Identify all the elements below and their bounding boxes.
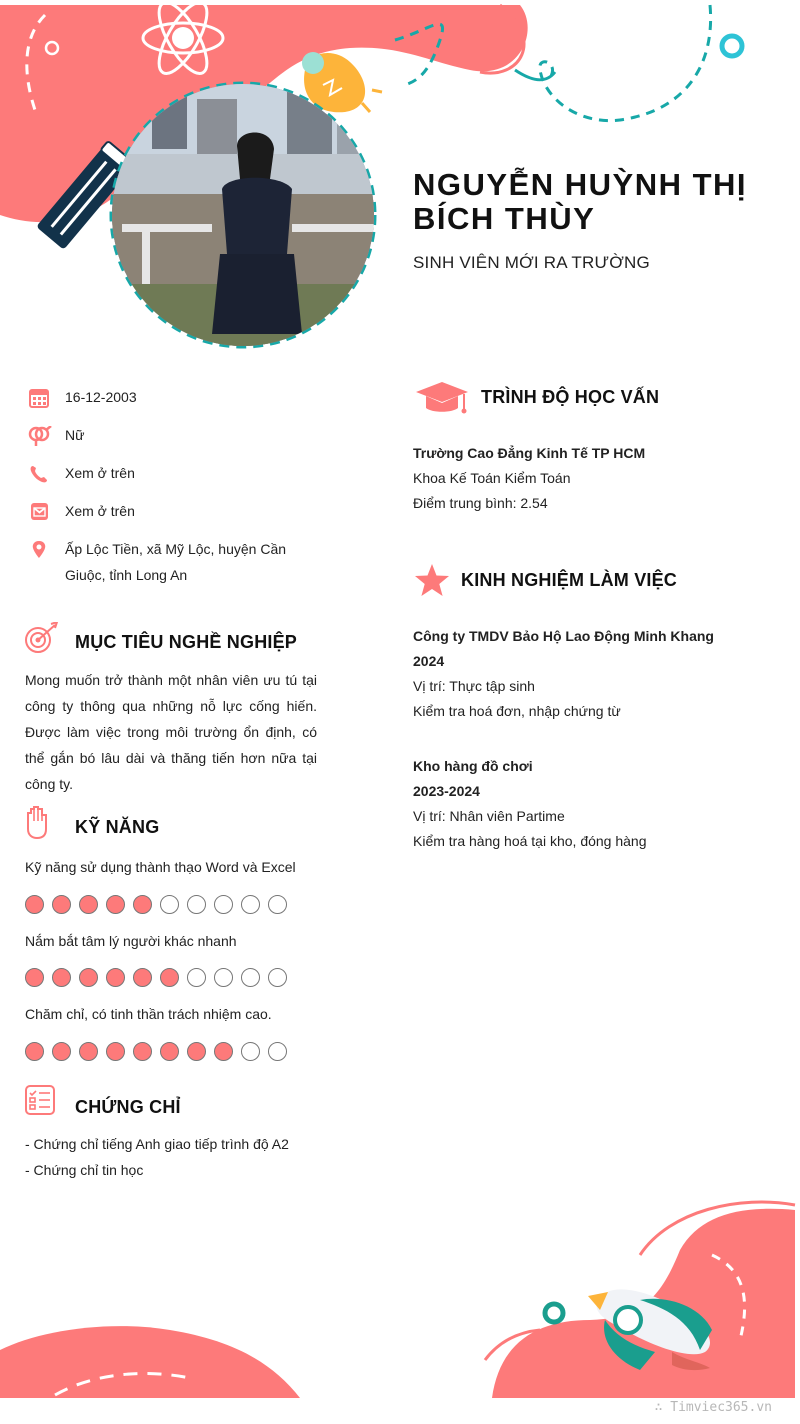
job-position: Vị trí: Thực tập sinh (413, 678, 535, 694)
address-row (25, 536, 315, 588)
watermark: ∴ Timviec365.vn (654, 1400, 772, 1415)
rating-dot-filled (79, 895, 98, 914)
objective-text: Mong muốn trở thành một nhân viên ưu tú tại công ty thông qua những nỗ lực cống hiến. Được làm việc trong môi trường ổn định, có thể gắn bó lâu dài và thăng tiến hơn nữa tại công ty. (25, 672, 317, 792)
email-icon (25, 502, 53, 522)
rating-dot-empty (187, 895, 206, 914)
rating-dot-filled (160, 1042, 179, 1061)
rating-dot-filled (52, 1042, 71, 1061)
skill-rating (25, 895, 287, 914)
skill-rating (25, 1042, 287, 1061)
phone-row (25, 460, 325, 486)
calendar-icon (25, 388, 53, 408)
rating-dot-filled (25, 1042, 44, 1061)
birthday-text: 16-12-2003 (65, 389, 137, 405)
rating-dot-filled (133, 1042, 152, 1061)
rating-dot-filled (160, 968, 179, 987)
rating-dot-filled (25, 968, 44, 987)
rating-dot-filled (25, 895, 44, 914)
certificates-title: CHỨNG CHỈ (75, 1097, 181, 1117)
rating-dot-filled (106, 1042, 125, 1061)
rating-dot-filled (79, 968, 98, 987)
phone-icon (25, 464, 53, 484)
rating-dot-filled (52, 895, 71, 914)
checklist-icon (24, 1084, 56, 1116)
name-line-2: BÍCH THÙY (413, 201, 596, 236)
profile-photo (112, 84, 374, 346)
skills-title: KỸ NĂNG (75, 817, 160, 837)
graduation-cap-icon (414, 380, 470, 416)
rating-dot-empty (241, 895, 260, 914)
job-position: Vị trí: Nhân viên Partime (413, 808, 565, 824)
fist-icon (24, 805, 50, 839)
rating-dot-empty (268, 968, 287, 987)
gender-text: Nữ (65, 427, 85, 443)
rating-dot-filled (133, 968, 152, 987)
rating-dot-filled (106, 895, 125, 914)
bottom-left-blob (0, 1326, 300, 1398)
rating-dot-empty (268, 895, 287, 914)
skill-label: Kỹ năng sử dụng thành thạo Word và Excel (25, 859, 296, 875)
email-text: Xem ở trên (65, 503, 135, 519)
company-name: Công ty TMDV Bảo Hộ Lao Động Minh Khang (413, 628, 714, 644)
rating-dot-filled (133, 895, 152, 914)
email-row (25, 498, 325, 524)
rating-dot-filled (214, 1042, 233, 1061)
job-title: SINH VIÊN MỚI RA TRƯỜNG (413, 253, 650, 272)
name-line-1: NGUYỄN HUỲNH THỊ (413, 167, 748, 202)
certificate-item: - Chứng chỉ tiếng Anh giao tiếp trình độ A2 (25, 1136, 289, 1152)
skill-label: Chăm chỉ, có tinh thần trách nhiệm cao. (25, 1006, 272, 1022)
phone-text: Xem ở trên (65, 465, 135, 481)
skill-label: Nắm bắt tâm lý người khác nhanh (25, 933, 237, 949)
job-entry (413, 624, 783, 724)
certificate-item: - Chứng chỉ tin học (25, 1162, 144, 1178)
rating-dot-filled (106, 968, 125, 987)
rating-dot-empty (160, 895, 179, 914)
job-period: 2023-2024 (413, 783, 480, 799)
gender-icon (25, 426, 53, 446)
rating-dot-filled (187, 1042, 206, 1061)
job-task: Kiểm tra hàng hoá tại kho, đóng hàng (413, 833, 647, 849)
birthday-row (25, 384, 325, 410)
rating-dot-filled (79, 1042, 98, 1061)
star-icon (414, 563, 450, 597)
rating-dot-empty (187, 968, 206, 987)
skill-rating (25, 968, 287, 987)
education-details (413, 441, 783, 516)
job-entry (413, 754, 783, 854)
faculty: Khoa Kế Toán Kiểm Toán (413, 470, 571, 486)
rating-dot-empty (214, 895, 233, 914)
experience-title: KINH NGHIỆM LÀM VIỆC (461, 570, 678, 590)
gender-row (25, 422, 325, 448)
address-text: Ấp Lộc Tiền, xã Mỹ Lộc, huyện Cần Giuộc, tỉnh Long An (65, 541, 287, 583)
rating-dot-filled (52, 968, 71, 987)
gpa: Điểm trung bình: 2.54 (413, 495, 548, 511)
rating-dot-empty (268, 1042, 287, 1061)
rating-dot-empty (241, 1042, 260, 1061)
location-pin-icon (25, 540, 53, 560)
job-period: 2024 (413, 653, 445, 669)
school-name: Trường Cao Đẳng Kinh Tế TP HCM (413, 445, 646, 461)
objective-title: MỤC TIÊU NGHỀ NGHIỆP (75, 632, 298, 652)
target-icon (24, 622, 60, 654)
job-task: Kiểm tra hoá đơn, nhập chứng từ (413, 703, 621, 719)
rating-dot-empty (241, 968, 260, 987)
education-title: TRÌNH ĐỘ HỌC VẤN (481, 387, 660, 407)
rating-dot-empty (214, 968, 233, 987)
company-name: Kho hàng đồ chơi (413, 758, 533, 774)
lightbulb-icon (302, 52, 382, 112)
candidate-name (413, 168, 793, 236)
